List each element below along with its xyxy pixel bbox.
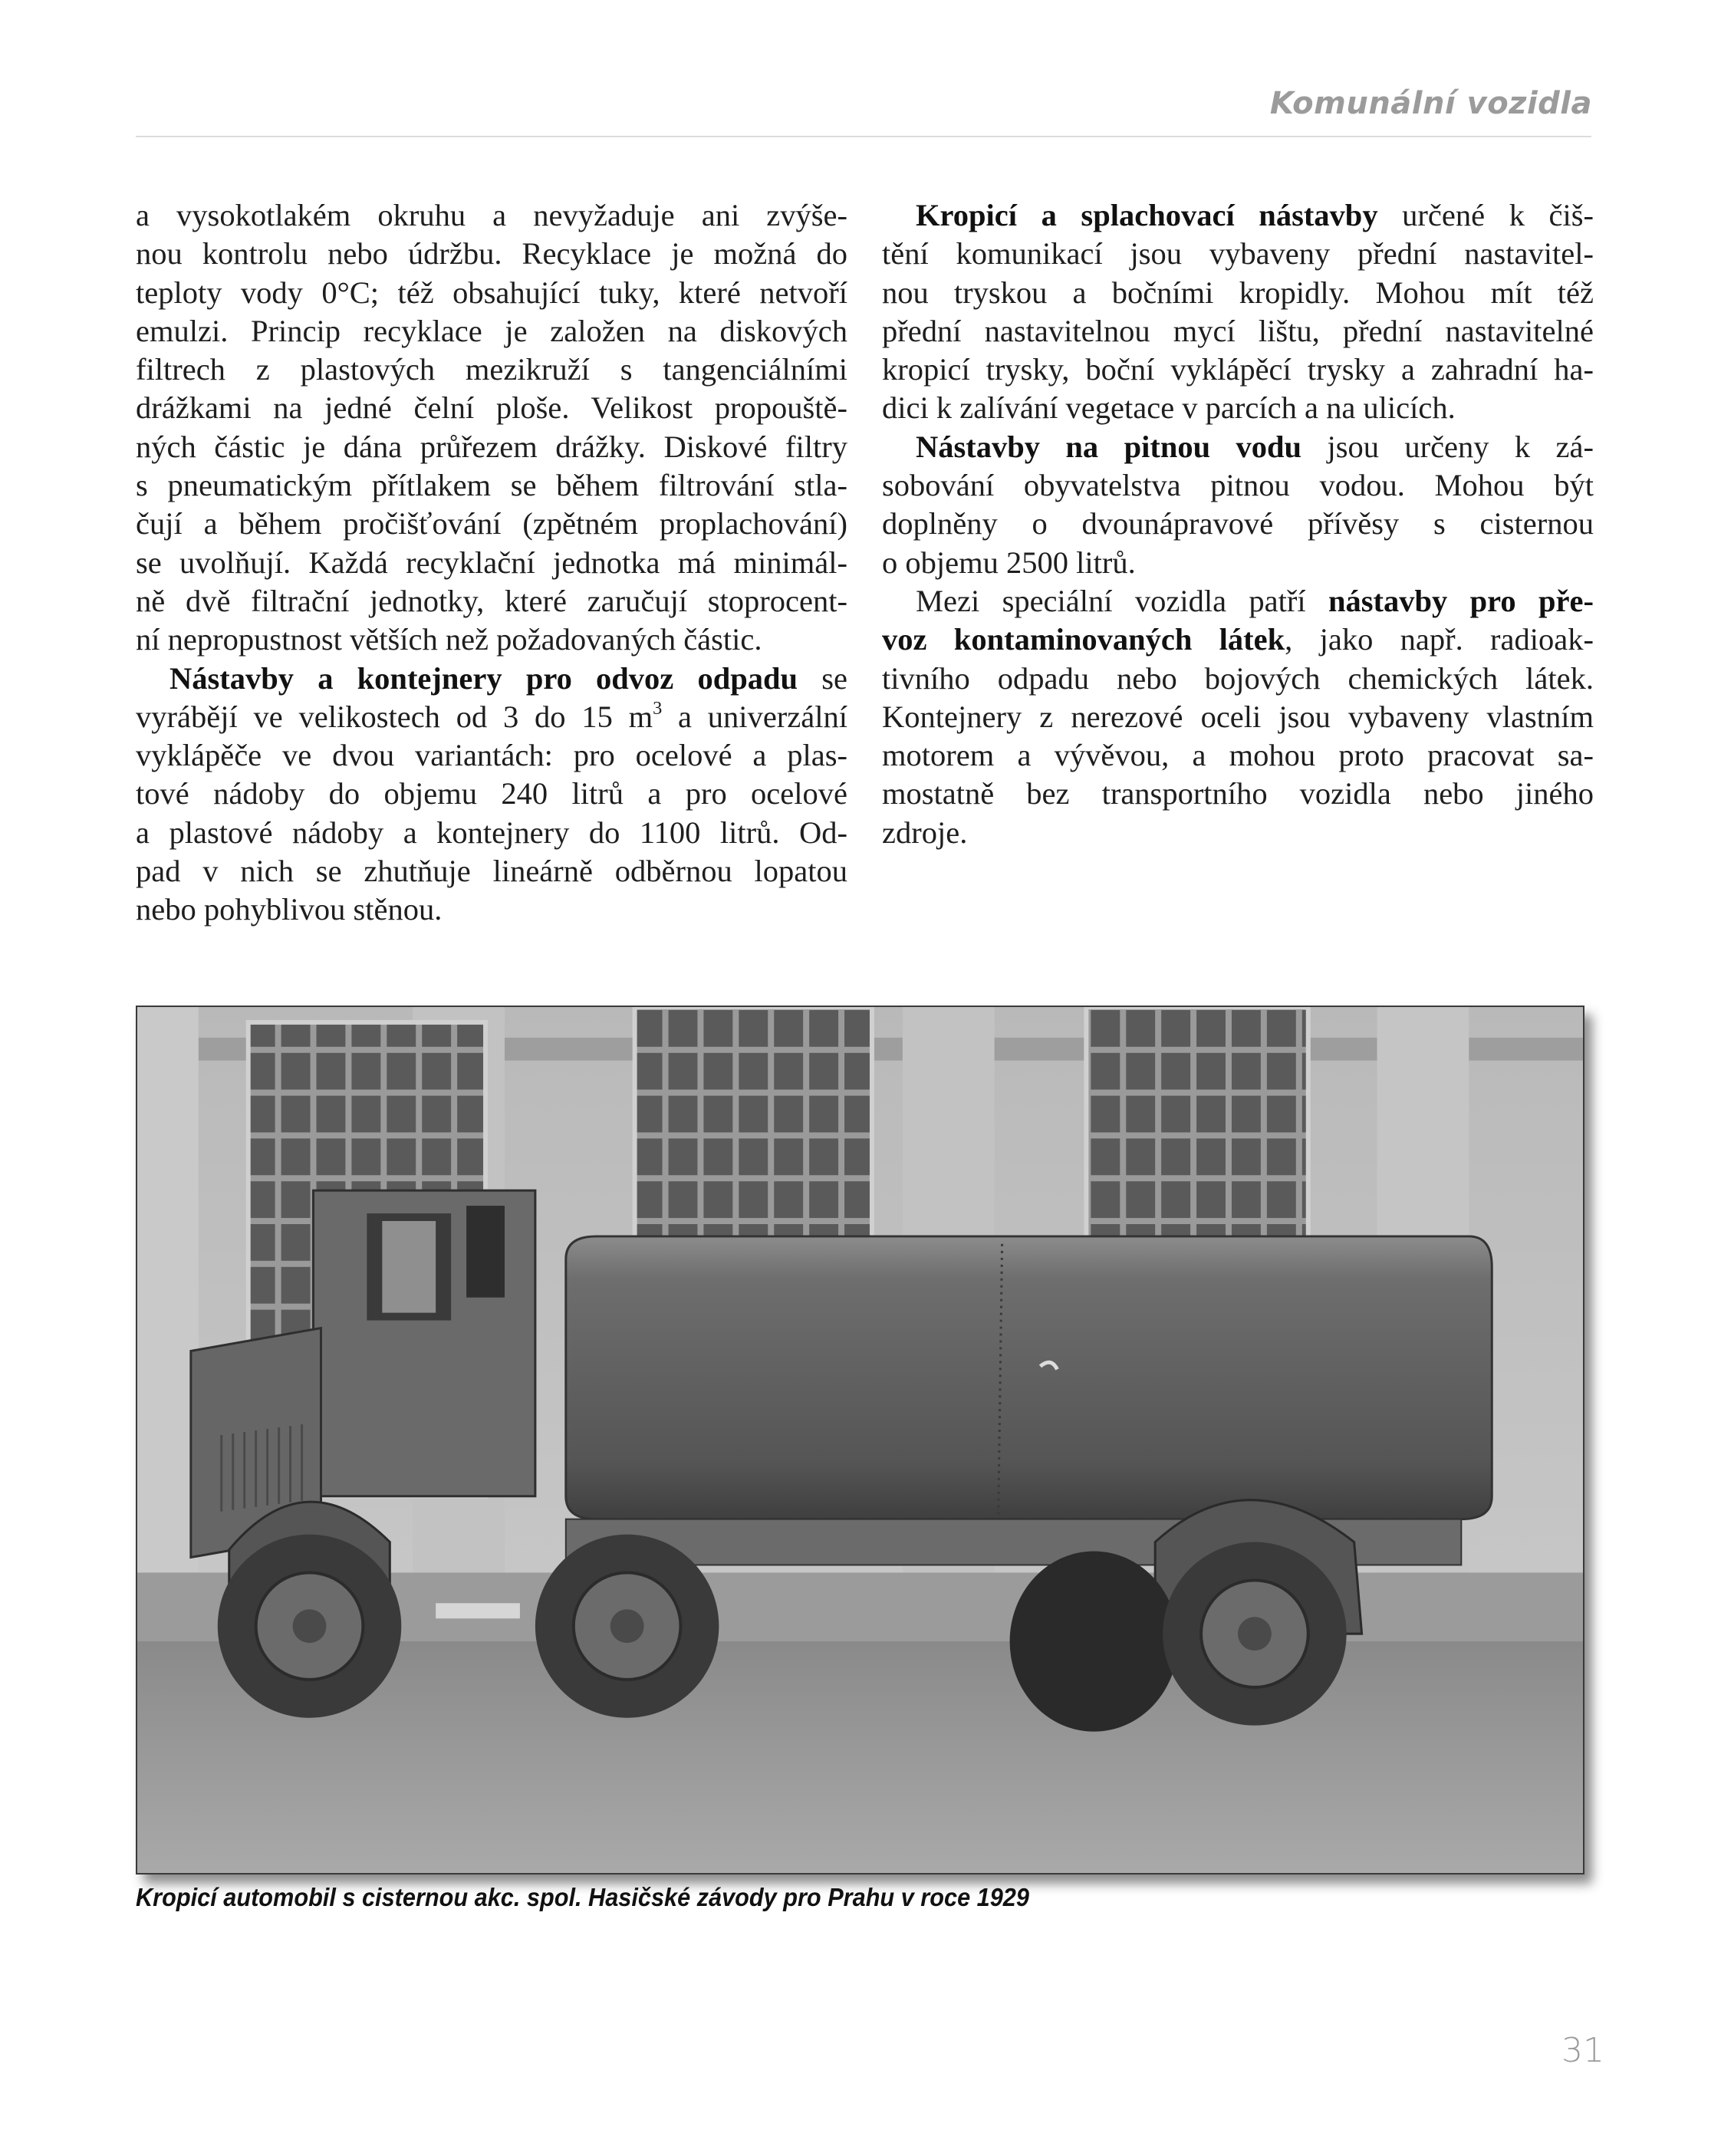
- text-line: Kontejnery z nerezové oceli jsou vybaveny vlastním: [882, 699, 1594, 734]
- paragraph-waste-bodies: [136, 660, 847, 930]
- text-line: [136, 698, 847, 736]
- text-run: určené k čiš-: [1377, 198, 1594, 232]
- paragraph-contaminated-transport: [882, 582, 1594, 852]
- truck-photo-illustration: [137, 1007, 1583, 1873]
- text-run: Mezi speciální vozidla patří: [916, 583, 1328, 618]
- text-run: se: [798, 660, 847, 696]
- text-line: drážkami na jedné čelní ploše. Velikost propouště-: [136, 390, 847, 426]
- text-line: tění komunikací jsou vybaveny přední nastavitel-: [882, 236, 1594, 272]
- text-run: vyrábějí ve velikostech od 3 do 15 m: [136, 699, 653, 734]
- text-line: nebo pohyblivou stěnou.: [136, 892, 443, 927]
- text-line: tivního odpadu nebo bojových chemických látek.: [882, 660, 1594, 696]
- bold-term: Nástavby na pitnou vodu: [916, 429, 1302, 464]
- text-line: emulzi. Princip recyklace je založen na diskových: [136, 313, 847, 348]
- text-line: tové nádoby do objemu 240 litrů a pro ocelové: [136, 776, 847, 811]
- text-line: s pneumatickým přítlakem se během filtrování stla-: [136, 468, 847, 503]
- text-line: doplněny o dvounápravové přívěsy s cisternou: [882, 506, 1594, 541]
- text-line: mostatně bez transportního vozidla nebo jiného: [882, 776, 1594, 811]
- text-line: [882, 196, 1594, 235]
- text-line: kropicí trysky, boční vyklápěcí trysky a zahradní ha-: [882, 352, 1594, 387]
- text-line: se uvolňují. Každá recyklační jednotka má minimál-: [136, 545, 847, 580]
- bold-term: Kropicí a splachovací nástavby: [916, 198, 1378, 232]
- text-line: ně dvě filtrační jednotky, které zaručují stoprocent-: [136, 583, 847, 618]
- text-line: vyklápěče ve dvou variantách: pro ocelové a plas-: [136, 738, 847, 773]
- text-line: dici k zalívání vegetace v parcích a na ulicích.: [882, 390, 1456, 426]
- text-line: motorem a vývěvou, a mohou proto pracovat sa-: [882, 738, 1594, 773]
- text-line: ní nepropustnost větších než požadovaných částic.: [136, 622, 762, 657]
- paragraph-drinking-water: [882, 428, 1594, 582]
- text-line: sobování obyvatelstva pitnou vodou. Mohou být: [882, 468, 1594, 503]
- right-text-column: [882, 196, 1594, 852]
- superscript: 3: [653, 697, 663, 719]
- text-run: , jako např. radioak-: [1285, 622, 1594, 657]
- text-line: nou tryskou a bočními kropidly. Mohou mít též: [882, 275, 1594, 310]
- text-line: [882, 620, 1594, 659]
- text-line: [136, 660, 847, 698]
- text-line: přední nastavitelnou mycí lištu, přední nastavitelné: [882, 313, 1594, 348]
- text-line: zdroje.: [882, 815, 968, 850]
- text-line: a plastové nádoby a kontejnery do 1100 litrů. Od-: [136, 815, 847, 850]
- running-header-title: Komunální vozidla: [1269, 86, 1592, 121]
- bold-term: voz kontaminovaných látek: [882, 622, 1285, 657]
- text-line: čují a během pročišťování (zpětném proplachování): [136, 506, 847, 541]
- text-line: o objemu 2500 litrů.: [882, 545, 1136, 580]
- text-line: ných částic je dána průřezem drážky. Diskové filtry: [136, 429, 847, 464]
- text-line: [882, 582, 1594, 620]
- text-run: a univerzální: [662, 699, 847, 734]
- figure-caption: Kropicí automobil s cisternou akc. spol. Hasičské závody pro Prahu v roce 1929: [136, 1883, 1029, 1911]
- text-line: nou kontrolu nebo údržbu. Recyklace je možná do: [136, 236, 847, 272]
- text-run: jsou určeny k zá-: [1301, 429, 1594, 464]
- text-line: filtrech z plastových mezikruží s tangenciálními: [136, 352, 847, 387]
- bold-term: nástavby pro pře-: [1328, 583, 1594, 618]
- text-line: a vysokotlakém okruhu a nevyžaduje ani zvýše-: [136, 198, 847, 232]
- text-line: teploty vody 0°C; též obsahující tuky, které netvoří: [136, 275, 847, 310]
- bold-term: Nástavby a kontejnery pro odvoz odpadu: [169, 660, 798, 696]
- page-number: 31: [1561, 2031, 1604, 2070]
- header-rule: [136, 136, 1591, 137]
- paragraph-recycling: [136, 196, 847, 660]
- paragraph-sprinkler-bodies: [882, 196, 1594, 428]
- tanker-truck-photo: [136, 1006, 1584, 1875]
- text-line: [882, 428, 1594, 466]
- left-text-column: [136, 196, 847, 930]
- text-line: pad v nich se zhutňuje lineárně odběrnou lopatou: [136, 854, 847, 889]
